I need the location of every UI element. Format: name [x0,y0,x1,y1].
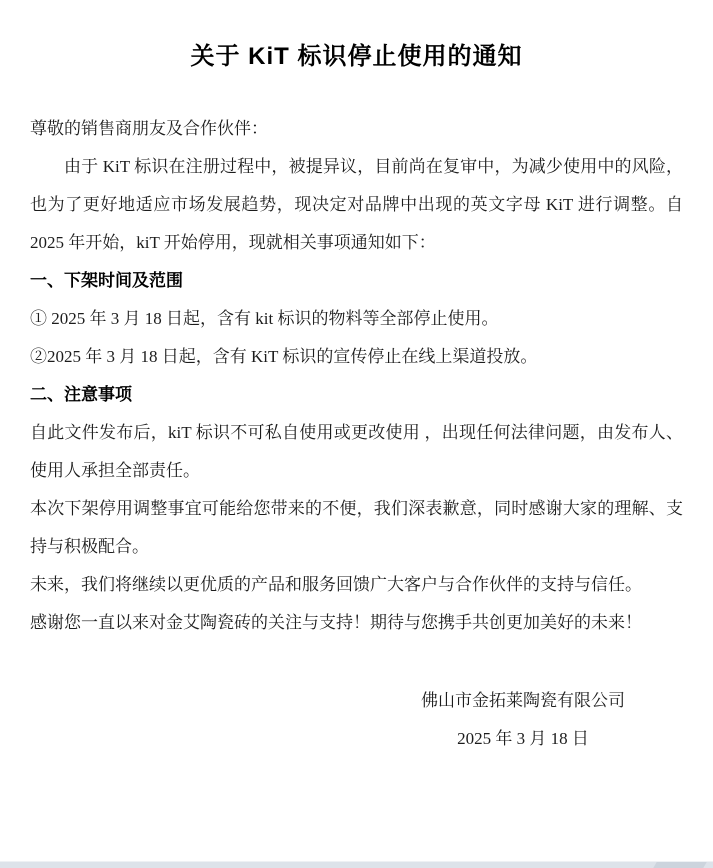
precaution-paragraph-thanks: 感谢您一直以来对金艾陶瓷砖的关注与支持！期待与您携手共创更加美好的未来！ [30,613,642,632]
section-heading-precautions: 二、注意事项 [30,385,132,404]
signature-block [421,682,625,758]
document-title: 关于 KiT 标识停止使用的通知 [190,43,523,70]
section-heading-removal-scope: 一、下架时间及范围 [30,271,183,290]
list-item-1: ① 2025 年 3 月 18 日起，含有 kit 标识的物料等全部停止使用。 [30,309,499,328]
precaution-paragraph-liability: 自此文件发布后，kiT 标识不可私自使用或更改使用 ，出现任何法律问题，由发布人、使用人承担全部责任。 [30,423,683,480]
bottom-edge-right-patch [653,862,706,868]
signature-company: 佛山市金拓莱陶瓷有限公司 [421,691,625,710]
precaution-paragraph-apology: 本次下架停用调整事宜可能给您带来的不便，我们深表歉意，同时感谢大家的理解、支持与积极配合。 [30,499,683,556]
signature-date: 2025 年 3 月 18 日 [457,729,589,748]
intro-paragraph: 由于 KiT 标识在注册过程中，被提异议，目前尚在复审中，为减少使用中的风险，也为了更好地适应市场发展趋势，现决定对品牌中出现的英文字母 KiT 进行调整。自 2025 年开始，kiT 开始停用，现就相关事项通知如下： [30,157,683,252]
list-item-2: ②2025 年 3 月 18 日起，含有 KiT 标识的宣传停止在线上渠道投放。 [30,347,538,366]
greeting-line: 尊敬的销售商朋友及合作伙伴： [30,119,268,138]
precaution-paragraph-future: 未来，我们将继续以更优质的产品和服务回馈广大客户与合作伙伴的支持与信任。 [30,575,642,594]
window-bottom-edge-bar [0,861,713,868]
